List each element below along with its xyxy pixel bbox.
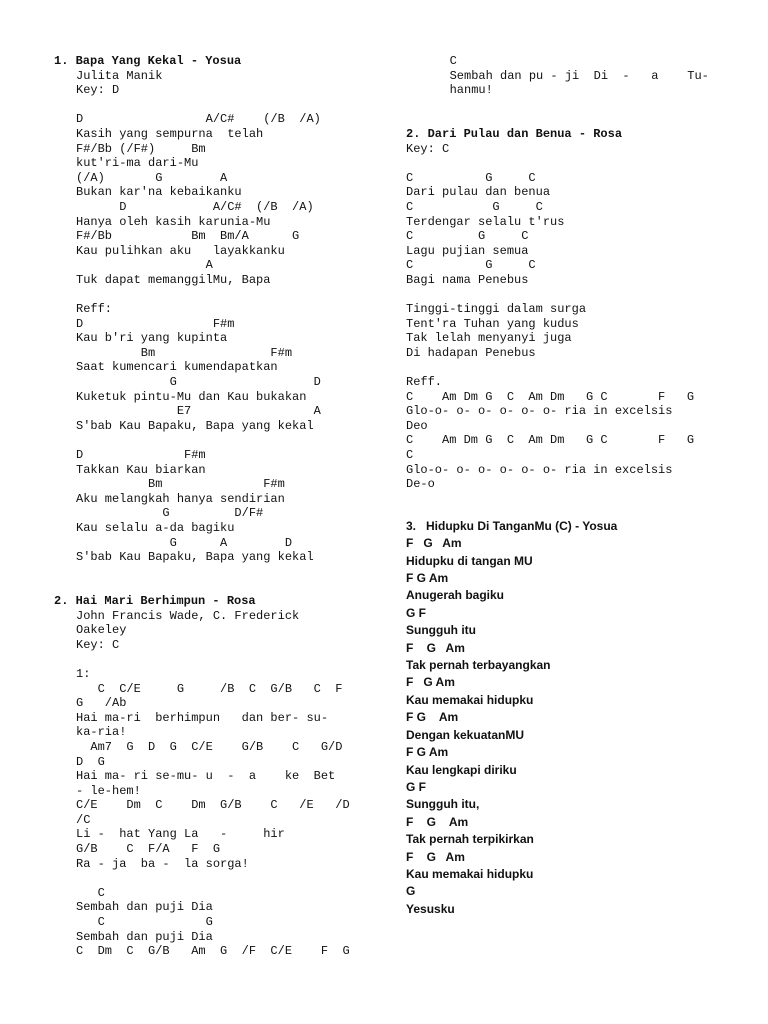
left-line-40: Key: C (76, 637, 120, 652)
song3-line-13: F G Am (406, 745, 449, 760)
left-line-30: Aku melangkah hanya sendirian (76, 491, 285, 506)
left-line-45: Hai ma-ri berhimpun dan ber- su- (76, 710, 329, 725)
right-line-12: C G C (406, 229, 529, 244)
left-line-23: Kuketuk pintu-Mu dan Kau bukakan (76, 389, 307, 404)
song3-line-7: F G Am (406, 640, 465, 655)
right-line-19: Tak lelah menyanyi juga (406, 331, 572, 346)
left-line-39: Oakeley (76, 623, 127, 638)
song3-line-20: Kau memakai hidupku (406, 866, 534, 881)
left-line-32: Kau selalu a-da bagiku (76, 521, 235, 535)
song3-line-22: Yesusku (406, 901, 455, 916)
left-line-60: Sembah dan puji Dia (76, 929, 213, 944)
right-line-9: Dari pulau dan benua (406, 185, 551, 200)
left-line-55: Ra - ja ba - la sorga! (76, 856, 249, 871)
left-line-44: G /Ab (76, 696, 127, 711)
left-line-33: G A D (76, 535, 293, 550)
right-line-20: Di hadapan Penebus (406, 345, 536, 360)
left-line-25: S'bab Kau Bapaku, Bapa yang kekal (76, 418, 314, 433)
left-line-31: G D/F# (76, 506, 264, 521)
left-line-43: C C/E G /B C G/B C F (76, 681, 343, 696)
left-line-53: Li - hat Yang La - hir (76, 827, 285, 842)
left-line-59: C G (76, 915, 213, 930)
right-line-28: Glo-o- o- o- o- o- o- ria in excelsis (406, 462, 673, 477)
song3-line-17: F G Am (406, 814, 469, 829)
right-line-15: Bagi nama Penebus (406, 272, 529, 287)
right-line-25: Deo (406, 418, 428, 433)
left-line-22: G D (76, 375, 321, 390)
left-line-21: Saat kumencari kumendapatkan (76, 360, 278, 375)
right-line-22: Reff. (406, 375, 443, 390)
left-line-19: Kau b'ri yang kupinta (76, 331, 228, 346)
left-line-8: (/A) G A (76, 170, 228, 185)
left-line-13: Kau pulihkan aku layakkanku (76, 243, 285, 258)
right-line-13: Lagu pujian semua (406, 243, 529, 258)
song3-line-15: G F (406, 779, 426, 794)
right-line-23: C Am Dm G C Am Dm G C F G (406, 389, 695, 404)
left-line-61: C Dm C G/B Am G /F C/E F G (76, 944, 350, 959)
right-line-4 (406, 112, 716, 127)
song3-line-4: Anugerah bagiku (406, 588, 505, 603)
left-line-54: G/B C F/A F G (76, 842, 221, 857)
right-column-mono-text (406, 54, 716, 492)
left-line-16 (54, 288, 394, 303)
left-line-50: - le-hem! (76, 783, 141, 798)
right-line-18: Tent'ra Tuhan yang kudus (406, 316, 579, 331)
left-line-29: Bm F#m (76, 477, 285, 492)
left-line-1: Julita Manik (76, 68, 163, 83)
left-line-24: E7 A (76, 404, 321, 419)
song3-line-18: Tak pernah terpikirkan (406, 832, 534, 847)
song3-line-12: Dengan kekuatanMU (406, 727, 525, 742)
left-line-14: A (76, 258, 213, 273)
left-line-28: Takkan Kau biarkan (76, 462, 206, 477)
right-line-8: C G C (406, 170, 536, 185)
left-line-51: C/E Dm C Dm G/B C /E /D (76, 798, 350, 813)
left-line-10: D A/C# (/B /A) (76, 199, 314, 214)
right-line-17: Tinggi-tinggi dalam surga (406, 302, 587, 317)
song3-line-21: G (406, 884, 416, 899)
right-line-29: De-o (406, 477, 435, 492)
right-line-14: C G C (406, 258, 536, 273)
left-line-3 (54, 98, 394, 113)
right-line-6: Key: C (406, 141, 450, 156)
right-line-16 (406, 288, 716, 303)
right-line-11: Terdengar selalu t'rus (406, 214, 565, 229)
left-line-57: C (76, 885, 105, 900)
right-line-27: C (406, 448, 414, 463)
left-line-41 (54, 652, 394, 667)
song3-line-10: Kau memakai hidupku (406, 692, 534, 707)
right-line-26: C Am Dm G C Am Dm G C F G (406, 433, 695, 448)
left-line-34: S'bab Kau Bapaku, Bapa yang kekal (76, 550, 314, 565)
right-line-1: Sembah dan pu - ji Di - a Tu- (428, 68, 709, 83)
right-line-3 (406, 98, 716, 113)
song3-line-3: F G Am (406, 571, 449, 586)
right-line-24: Glo-o- o- o- o- o- o- ria in excelsis (406, 404, 673, 419)
left-line-5: Kasih yang sempurna telah (76, 126, 264, 141)
left-line-7: kut'ri-ma dari-Mu (76, 156, 199, 171)
song3-line-2: Hidupku di tangan MU (406, 553, 533, 568)
left-line-4: D A/C# (/B /A) (76, 112, 321, 127)
song3-line-14: Kau lengkapi diriku (406, 762, 517, 777)
left-line-56 (54, 871, 394, 886)
left-line-2: Key: D (76, 83, 120, 98)
left-line-37: 2. Hai Mari Berhimpun - Rosa (54, 593, 256, 608)
left-line-12: F#/Bb Bm Bm/A G (76, 229, 300, 244)
left-line-49: Hai ma- ri se-mu- u - a ke Bet (76, 769, 336, 784)
song3-line-6: Sungguh itu (406, 623, 476, 638)
left-line-48: D G (76, 754, 105, 769)
left-line-58: Sembah dan puji Dia (76, 900, 213, 915)
left-line-52: /C (76, 812, 91, 827)
song3-line-16: Sungguh itu, (406, 797, 480, 812)
song3-line-11: F G Am (406, 710, 459, 725)
left-line-11: Hanya oleh kasih karunia-Mu (76, 214, 271, 229)
right-line-10: C G C (406, 199, 543, 214)
left-line-20: Bm F#m (76, 345, 293, 360)
right-line-7 (406, 156, 716, 171)
song3-line-1: F G Am (406, 536, 462, 551)
left-line-15: Tuk dapat memanggilMu, Bapa (76, 272, 271, 287)
right-column (406, 54, 716, 918)
right-line-21 (406, 360, 716, 375)
right-line-5: 2. Dari Pulau dan Benua - Rosa (406, 126, 623, 141)
left-line-6: F#/Bb (/F#) Bm (76, 141, 206, 156)
left-line-46: ka-ria! (76, 725, 127, 740)
left-line-27: D F#m (76, 448, 206, 463)
left-line-9: Bukan kar'na kebaikanku (76, 185, 242, 200)
left-line-17: Reff: (76, 302, 113, 317)
song3-line-19: F G Am (406, 849, 465, 864)
left-line-35 (54, 565, 394, 580)
song3-line-5: G F (406, 605, 426, 620)
song3-line-0: 3. Hidupku Di TanganMu (C) - Yosua (406, 518, 618, 533)
right-line-0: C (428, 54, 457, 68)
song-3-block (406, 518, 716, 918)
right-line-2: hanmu! (428, 83, 493, 98)
song3-line-8: Tak pernah terbayangkan (406, 658, 551, 673)
left-line-36 (54, 579, 394, 594)
left-column (54, 54, 394, 959)
left-line-47: Am7 G D G C/E G/B C G/D (76, 739, 343, 754)
song3-line-9: F G Am (406, 675, 455, 690)
left-line-38: John Francis Wade, C. Frederick (76, 608, 300, 623)
left-line-42: 1: (76, 666, 91, 681)
left-line-26 (54, 433, 394, 448)
left-line-0: 1. Bapa Yang Kekal - Yosua (54, 54, 242, 68)
left-line-18: D F#m (76, 316, 235, 331)
